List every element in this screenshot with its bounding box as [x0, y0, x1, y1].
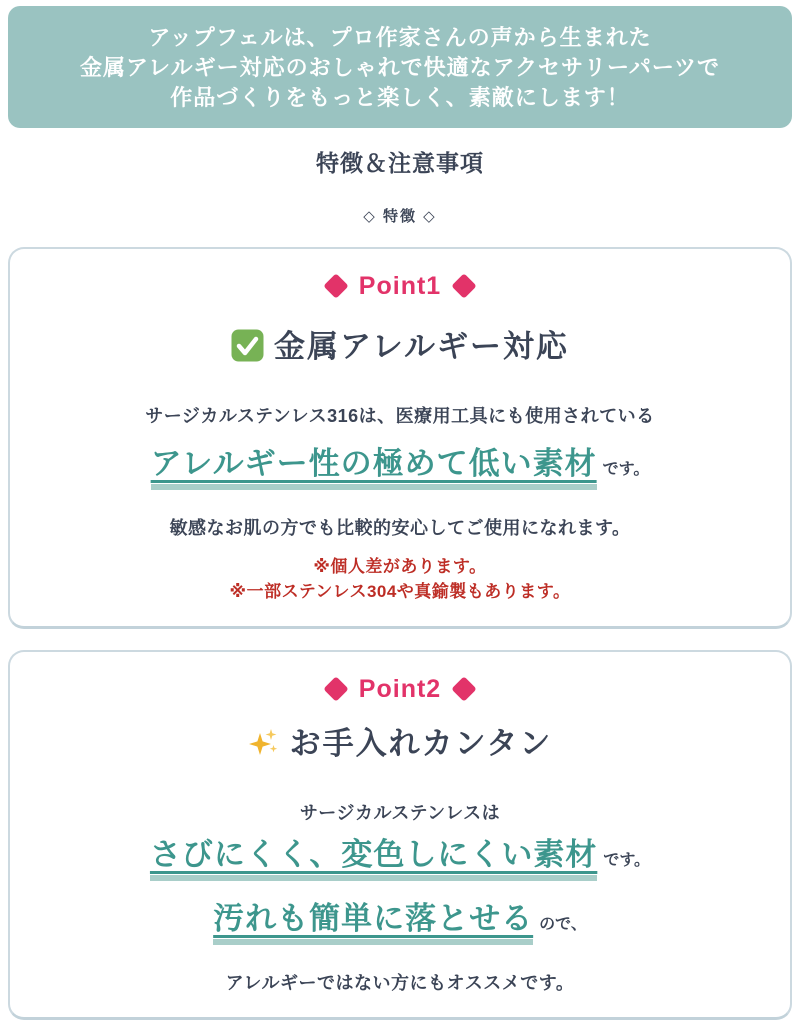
diamond-icon	[451, 676, 476, 701]
check-icon	[231, 329, 264, 370]
card1-note-1: ※個人差があります。	[313, 557, 487, 576]
card2-highlight-1: さびにくく、変色しにくい素材	[150, 837, 597, 881]
card1-heading	[22, 329, 778, 370]
point2-header	[22, 676, 778, 702]
card2-heading	[22, 726, 778, 767]
section-title: 特徴＆注意事項	[316, 150, 484, 176]
intro-banner	[8, 6, 792, 128]
card1-body: 敏感なお肌の方でも比較的安心してご使用になれます。	[169, 518, 631, 538]
diamond-icon	[323, 676, 348, 701]
card2-highlight-1-suffix: です。	[603, 852, 651, 869]
card2-intro: サージカルステンレスは	[299, 803, 501, 823]
card2-highlight-2: 汚れも簡単に落とせる	[213, 901, 533, 945]
card1-heading-text: 金属アレルギー対応	[274, 329, 569, 364]
card1-highlight-line	[22, 442, 778, 492]
banner-line-1: アップフェルは、プロ作家さんの声から生まれた	[148, 25, 652, 50]
feature-card-point2	[8, 650, 792, 1020]
point1-label: Point1	[358, 272, 442, 300]
banner-line-3: 作品づくりをもっと楽しく、素敵にします！	[170, 85, 630, 110]
feature-card-point1	[8, 247, 792, 629]
card2-highlight-2-suffix: ので、	[539, 916, 587, 933]
card2-heading-text: お手入れカンタン	[289, 726, 553, 761]
card2-highlight-line-2	[22, 897, 778, 947]
point2-label: Point2	[358, 675, 442, 703]
section-subtitle: ◇ 特徴 ◇	[363, 208, 437, 225]
point1-header	[22, 273, 778, 299]
diamond-icon	[323, 273, 348, 298]
diamond-icon	[451, 273, 476, 298]
card2-body: アレルギーではない方にもオススメです。	[225, 973, 575, 993]
card2-highlight-line-1	[22, 833, 778, 883]
card1-intro: サージカルステンレス316は、医療用工具にも使用されている	[145, 406, 655, 426]
banner-line-2: 金属アレルギー対応のおしゃれで快適なアクセサリーパーツで	[80, 55, 720, 80]
card1-highlight-suffix: です。	[602, 461, 650, 478]
card1-note-2: ※一部ステンレス304や真鍮製もあります。	[229, 582, 571, 601]
card1-highlight: アレルギー性の極めて低い素材	[151, 446, 597, 490]
sparkles-icon	[248, 727, 280, 767]
